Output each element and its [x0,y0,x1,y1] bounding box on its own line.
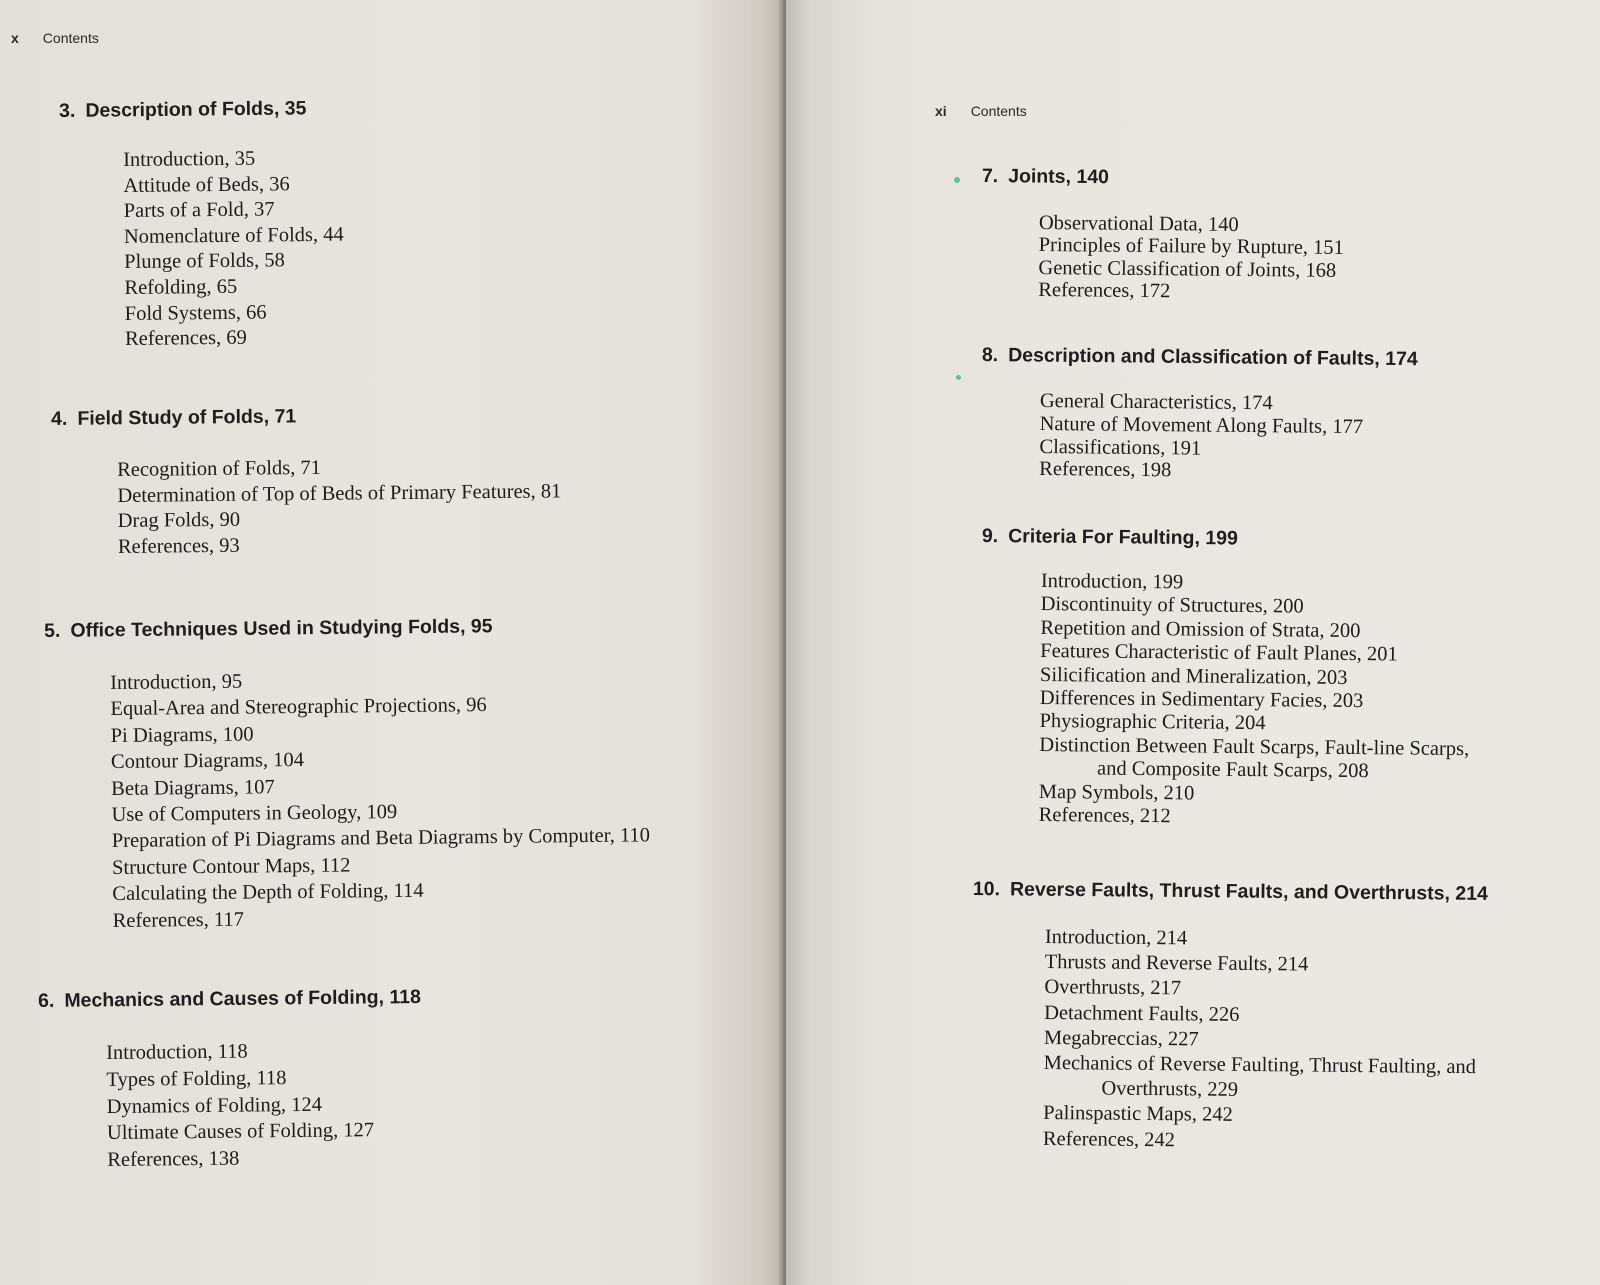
toc-entry: Introduction, 199 [1040,570,1184,594]
chapter-heading [982,525,1238,550]
toc-entry: Silicification and Mineralization, 203 [1039,663,1348,689]
toc-entry: References, 93 [117,534,240,558]
toc-entry: Refolding, 65 [124,275,238,299]
chapter-entries [117,453,562,560]
toc-entry: Differences in Sedimentary Facies, 203 [1039,687,1364,713]
toc-entry-continuation: and Composite Fault Scarps, 208 [1096,757,1369,783]
toc-entry: References, 69 [124,326,247,351]
chapter-entries [1039,390,1363,484]
toc-entry: Overthrusts, 217 [1044,976,1182,1000]
chapter-heading [38,986,421,1013]
chapter-title: Description of Folds, 35 [85,97,307,122]
green-marker-dot [954,177,960,183]
toc-entry: Distinction Between Fault Scarps, Fault-line Scarps, [1039,733,1470,760]
toc-entry: General Characteristics, 174 [1039,390,1273,415]
chapter-heading [44,615,493,643]
chapter-title: Office Techniques Used in Studying Folds, 95 [70,615,493,642]
toc-entry: Introduction, 214 [1044,925,1188,950]
toc-entry: Introduction, 95 [110,670,243,694]
toc-entry: References, 242 [1042,1127,1176,1151]
toc-entry: References, 212 [1038,804,1171,828]
chapter-title: Field Study of Folds, 71 [77,405,297,430]
toc-entry: Introduction, 35 [123,147,256,171]
right-page [786,0,1600,1285]
toc-entry: Calculating the Depth of Folding, 114 [112,879,424,906]
chapter-heading [59,97,307,123]
chapter-title: Description and Classification of Faults, 174 [1008,344,1418,371]
running-head-left [11,30,99,46]
toc-entry: References, 138 [107,1147,240,1172]
toc-entry: Detachment Faults, 226 [1044,1001,1240,1026]
toc-entry: References, 198 [1039,458,1172,482]
chapter-heading [982,344,1418,371]
running-head-title: Contents [42,30,99,46]
toc-entry: Fold Systems, 66 [124,301,267,325]
chapter-heading [973,878,1488,906]
toc-entry: Nature of Movement Along Faults, 177 [1039,412,1364,438]
chapter-heading [982,165,1109,189]
toc-entry: Equal-Area and Stereographic Projections, 96 [110,694,487,721]
toc-entry: Classifications, 191 [1039,435,1202,460]
chapter-number: 10. [972,878,1001,901]
chapter-entries [123,146,345,353]
toc-entry: Features Characteristic of Fault Planes, 201 [1040,640,1398,666]
toc-entry: Pi Diagrams, 100 [110,723,254,747]
page-number: xi [935,103,947,119]
chapter-number: 3. [59,99,76,122]
toc-entry: Ultimate Causes of Folding, 127 [106,1119,375,1145]
chapter-entries [1039,570,1471,832]
chapter-entries [106,1037,374,1174]
running-head-title: Contents [970,103,1027,119]
toc-entry: Thrusts and Reverse Faults, 214 [1044,951,1309,976]
toc-entry: Introduction, 118 [106,1040,248,1064]
toc-entry: Nomenclature of Folds, 44 [123,223,344,248]
toc-entry: Mechanics of Reverse Faulting, Thrust Faulting, and [1043,1052,1477,1079]
chapter-number: 8. [981,344,999,367]
chapter-entries [1043,925,1477,1156]
running-head-right [935,103,1027,119]
chapter-title: Reverse Faults, Thrust Faults, and Overthrusts, 214 [1009,878,1488,905]
toc-entry: Megabreccias, 227 [1043,1026,1199,1051]
chapter-entries [1038,212,1344,305]
chapter-number: 5. [44,619,61,642]
toc-entry: Plunge of Folds, 58 [124,249,285,274]
toc-entry: Dynamics of Folding, 124 [106,1093,323,1118]
chapter-entries [110,664,651,934]
toc-entry: Beta Diagrams, 107 [111,775,275,800]
toc-entry: Discontinuity of Structures, 200 [1040,593,1304,618]
chapter-heading [51,405,296,431]
chapter-number: 7. [981,165,999,188]
chapter-title: Mechanics and Causes of Folding, 118 [64,985,421,1012]
chapter-number: 9. [981,525,999,548]
left-page [0,0,786,1285]
toc-entry: Recognition of Folds, 71 [117,456,322,481]
green-marker-dot [956,375,961,380]
toc-entry: Palinspastic Maps, 242 [1043,1102,1233,1127]
toc-entry: Types of Folding, 118 [106,1066,287,1091]
chapter-number: 6. [38,989,55,1012]
toc-entry: Genetic Classification of Joints, 168 [1038,256,1337,282]
toc-entry: Parts of a Fold, 37 [123,198,275,223]
chapter-title: Joints, 140 [1008,165,1110,189]
chapter-title: Criteria For Faulting, 199 [1008,525,1238,550]
toc-entry: Structure Contour Maps, 112 [111,854,351,879]
page-number: x [11,30,19,46]
toc-entry: References, 172 [1038,279,1171,303]
toc-entry: Determination of Top of Beds of Primary Features, 81 [117,479,562,507]
chapter-number: 4. [51,407,68,430]
toc-entry: Drag Folds, 90 [117,508,241,533]
toc-entry: Repetition and Omission of Strata, 200 [1040,616,1361,642]
toc-entry: Observational Data, 140 [1038,212,1239,236]
toc-entry: Contour Diagrams, 104 [110,749,305,774]
toc-entry: References, 117 [112,908,245,932]
toc-entry: Physiographic Criteria, 204 [1039,710,1266,735]
toc-entry-continuation: Overthrusts, 229 [1101,1077,1239,1102]
toc-entry: Attitude of Beds, 36 [123,172,290,197]
toc-entry: Preparation of Pi Diagrams and Beta Diagrams by Computer, 110 [111,824,651,853]
toc-entry: Principles of Failure by Rupture, 151 [1038,234,1344,260]
toc-entry: Map Symbols, 210 [1038,780,1195,805]
toc-entry: Use of Computers in Geology, 109 [111,801,398,827]
